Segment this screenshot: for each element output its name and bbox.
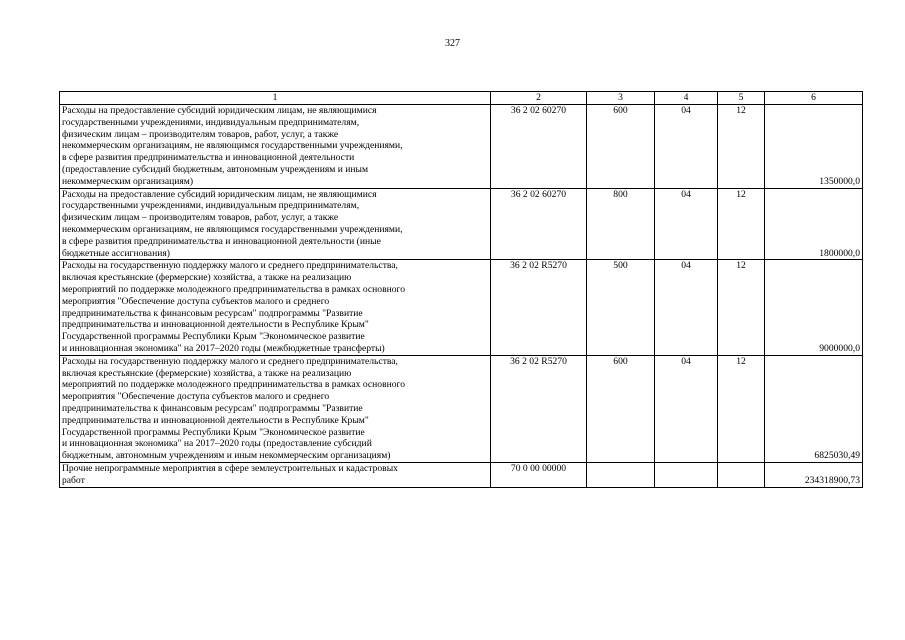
- amount: 9000000,0: [765, 260, 863, 355]
- description-line: Расходы на предоставление субсидий юридическим лицам, не являющимися: [62, 105, 377, 116]
- column-number-1: 1: [60, 92, 491, 105]
- amount: 6825030,49: [765, 355, 863, 462]
- description-line: и инновационная экономика" на 2017–2020 годы (межбюджетные трансферты): [62, 342, 385, 354]
- target-article-code: 36 2 02 60270: [491, 188, 587, 260]
- subsection-code: [718, 462, 765, 487]
- description-line: Расходы на государственную поддержку малого и среднего предпринимательства,: [62, 260, 398, 272]
- description-line: Прочие непрограммные мероприятия в сфере землеустроительных и кадастровых: [62, 462, 398, 474]
- column-number-3: 3: [587, 92, 655, 105]
- target-article-code: 36 2 02 R5270: [491, 260, 587, 355]
- description-line: Расходы на предоставление субсидий юридическим лицам, не являющимися: [62, 188, 377, 200]
- description-line: предпринимательства к финансовым ресурсам" подпрограммы "Развитие: [62, 307, 363, 319]
- page-number: 327: [445, 38, 460, 49]
- budget-table-body: [60, 92, 863, 488]
- target-article-code: 36 2 02 60270: [491, 105, 587, 189]
- description-line: в сфере развития предпринимательства и инновационной деятельности (иные: [62, 235, 381, 247]
- budget-table: [59, 91, 863, 488]
- subsection-code: 12: [718, 355, 765, 462]
- description-line: предпринимательства и инновационной деятельности в Республике Крым": [62, 414, 369, 426]
- description-line: мероприятий по поддержке молодежного предпринимательства в рамках основного: [62, 283, 406, 295]
- column-number-4: 4: [655, 92, 718, 105]
- description-line: (предоставление субсидий бюджетным, автономным учреждениям и иным: [62, 163, 369, 175]
- description-line: государственными учреждениями, индивидуальным предпринимателям,: [62, 116, 360, 128]
- description-line: некоммерческим организациям, не являющимся государственными учреждениями,: [62, 140, 403, 152]
- section-code: 04: [655, 188, 718, 260]
- section-code: 04: [655, 355, 718, 462]
- subsection-code: 12: [718, 260, 765, 355]
- subsection-code: 12: [718, 105, 765, 189]
- description-line: включая крестьянские (фермерские) хозяйства, а также на реализацию: [62, 272, 352, 284]
- description-line: физическим лицам – производителям товаров, работ, услуг, а также: [62, 212, 339, 224]
- description-line: мероприятий по поддержке молодежного предпринимательства в рамках основного: [62, 379, 406, 391]
- column-number-5: 5: [718, 92, 765, 105]
- description-line: Расходы на государственную поддержку малого и среднего предпринимательства,: [62, 355, 398, 367]
- description-line: предпринимательства и инновационной деятельности в Республике Крым": [62, 319, 369, 331]
- description-line: бюджетным, автономным учреждениям и иным некоммерческим организациям): [62, 450, 391, 462]
- table-row: [60, 105, 863, 189]
- table-row: [60, 462, 863, 487]
- subsection-code: 12: [718, 188, 765, 260]
- expense-description: [60, 260, 491, 355]
- column-number-2: 2: [491, 92, 587, 105]
- description-line: Государственной программы Республики Крым "Экономическое развитие: [62, 426, 365, 438]
- expense-description: [60, 105, 491, 189]
- amount: 234318900,73: [765, 462, 863, 487]
- description-line: работ: [62, 474, 85, 486]
- section-code: 04: [655, 260, 718, 355]
- expense-type-code: 500: [587, 260, 655, 355]
- expense-description: [60, 188, 491, 260]
- column-number-6: 6: [765, 92, 863, 105]
- expense-type-code: 800: [587, 188, 655, 260]
- amount: 1800000,0: [765, 188, 863, 260]
- description-line: предпринимательства к финансовым ресурсам" подпрограммы "Развитие: [62, 402, 363, 414]
- table-row: [60, 355, 863, 462]
- column-number-row: [60, 92, 863, 105]
- description-line: физическим лицам – производителям товаров, работ, услуг, а также: [62, 128, 339, 140]
- target-article-code: 36 2 02 R5270: [491, 355, 587, 462]
- expense-type-code: 600: [587, 355, 655, 462]
- description-line: Государственной программы Республики Крым "Экономическое развитие: [62, 331, 365, 343]
- table-row: [60, 188, 863, 260]
- description-line: бюджетные ассигнования): [62, 247, 170, 259]
- description-line: некоммерческим организациям): [62, 175, 194, 187]
- table-row: [60, 260, 863, 355]
- expense-description: [60, 355, 491, 462]
- description-line: мероприятия "Обеспечение доступа субъектов малого и среднего: [62, 295, 330, 307]
- description-line: и инновационная экономика" на 2017–2020 годы (предоставление субсидий: [62, 438, 372, 450]
- description-line: в сфере развития предпринимательства и инновационной деятельности: [62, 152, 355, 164]
- description-line: включая крестьянские (фермерские) хозяйства, а также на реализацию: [62, 367, 352, 379]
- section-code: 04: [655, 105, 718, 189]
- description-line: некоммерческим организациям, не являющимся государственными учреждениями,: [62, 223, 403, 235]
- expense-type-code: [587, 462, 655, 487]
- description-line: мероприятия "Обеспечение доступа субъектов малого и среднего: [62, 391, 330, 403]
- section-code: [655, 462, 718, 487]
- description-line: государственными учреждениями, индивидуальным предпринимателям,: [62, 200, 360, 212]
- target-article-code: 70 0 00 00000: [491, 462, 587, 487]
- expense-type-code: 600: [587, 105, 655, 189]
- expense-description: [60, 462, 491, 487]
- amount: 1350000,0: [765, 105, 863, 189]
